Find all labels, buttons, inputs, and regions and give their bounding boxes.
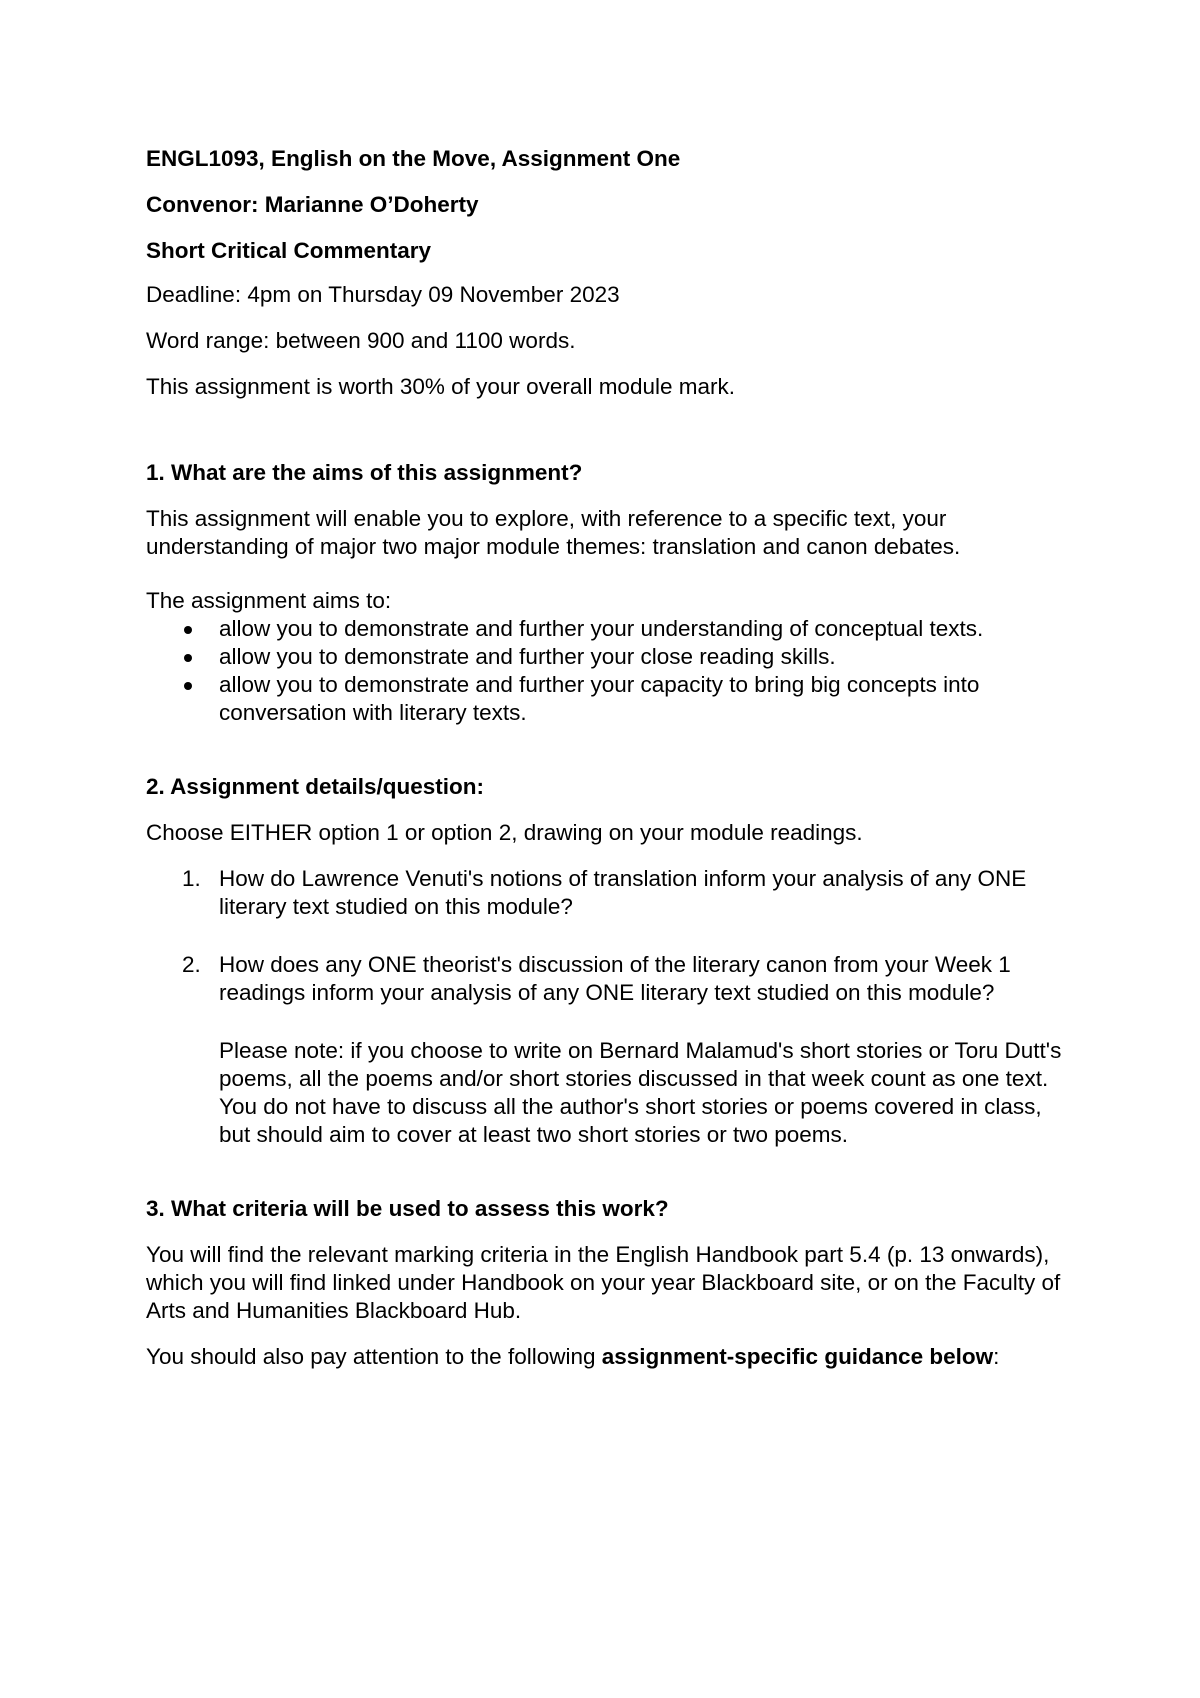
guidance-emphasis: assignment-specific guidance below: [601, 1344, 994, 1369]
document-body: [146, 145, 1076, 1371]
aim-text: allow you to demonstrate and further your capacity to bring big concepts into conversation with literary texts.: [219, 672, 980, 725]
assignment-type: Short Critical Commentary: [146, 238, 432, 263]
list-item: [146, 951, 1076, 1149]
word-range-line: Word range: between 900 and 1100 words.: [146, 328, 576, 353]
option-number: 2.: [182, 952, 201, 977]
option-note: Please note: if you choose to write on Bernard Malamud's short stories or Toru Dutt's poems, all the poems and/or short stories discussed in that week count as one text. You do not have to discuss all the author's short stories or poems covered in class, but should aim to cover at least two short stories or two poems.: [219, 1038, 1062, 1147]
guidance-tail: :: [993, 1344, 1000, 1369]
deadline-line: Deadline: 4pm on Thursday 09 November 2023: [146, 282, 620, 307]
option-text: How does any ONE theorist's discussion of the literary canon from your Week 1 readings inform your analysis of any ONE literary text studied on this module?: [219, 952, 1011, 1005]
list-item: [146, 865, 1076, 921]
section-2-intro: Choose EITHER option 1 or option 2, drawing on your module readings.: [146, 820, 863, 845]
section-1-heading: 1. What are the aims of this assignment?: [146, 460, 583, 485]
aim-text: allow you to demonstrate and further your understanding of conceptual texts.: [219, 616, 984, 641]
section-1-intro: This assignment will enable you to explore, with reference to a specific text, your understanding of major two major module themes: translation and canon debates.: [146, 506, 961, 559]
bullet-icon: [184, 682, 192, 690]
list-item: [146, 671, 1076, 727]
list-item: [146, 615, 1076, 643]
options-list: [146, 865, 1076, 1149]
guidance-lead: You should also pay attention to the following: [146, 1344, 602, 1369]
criteria-paragraph: You will find the relevant marking criteria in the English Handbook part 5.4 (p. 13 onwards), which you will find linked under Handbook on your year Blackboard site, or on the Faculty of Arts and Humanities Blackboard Hub.: [146, 1242, 1061, 1323]
convenor-line: Convenor: Marianne O’Doherty: [146, 192, 479, 217]
document-title: ENGL1093, English on the Move, Assignment One: [146, 146, 681, 171]
list-item: [146, 643, 1076, 671]
section-2-heading: 2. Assignment details/question:: [146, 774, 484, 799]
aim-text: allow you to demonstrate and further your close reading skills.: [219, 644, 836, 669]
option-number: 1.: [182, 866, 201, 891]
section-3-heading: 3. What criteria will be used to assess this work?: [146, 1196, 669, 1221]
option-text: How do Lawrence Venuti's notions of translation inform your analysis of any ONE literary text studied on this module?: [219, 866, 1027, 919]
worth-line: This assignment is worth 30% of your overall module mark.: [146, 374, 735, 399]
aims-list: [146, 615, 1076, 727]
aims-lead: The assignment aims to:: [146, 588, 392, 613]
bullet-icon: [184, 626, 192, 634]
bullet-icon: [184, 654, 192, 662]
guidance-paragraph: [146, 1343, 1076, 1371]
